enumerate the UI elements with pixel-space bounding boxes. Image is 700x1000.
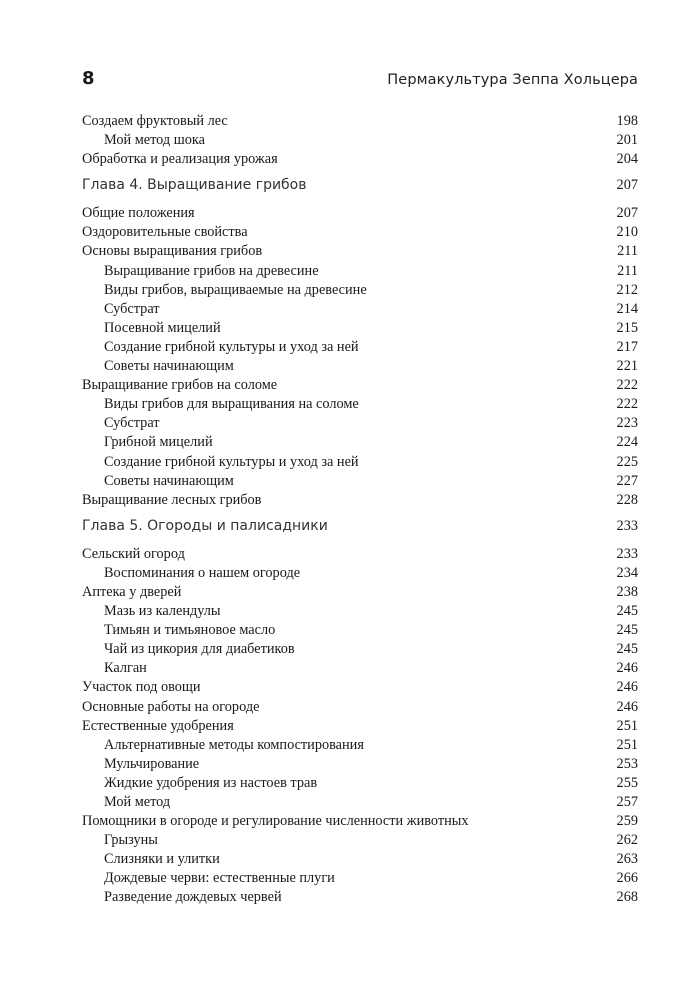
toc-entry-page: 212 [616, 281, 638, 298]
toc-entry [82, 453, 638, 472]
toc-entry-page: 255 [616, 774, 638, 791]
toc-entry [82, 850, 638, 869]
toc-entry [82, 831, 638, 850]
toc-entry-page: 233 [616, 517, 638, 534]
toc-entry-title: Субстрат [104, 415, 160, 432]
toc-entry-title: Обработка и реализация урожая [82, 151, 278, 168]
toc-entry [82, 223, 638, 242]
toc-entry-title: Дождевые черви: естественные плуги [104, 870, 335, 887]
toc-entry [82, 300, 638, 319]
toc-entry-title: Виды грибов, выращиваемые на древесине [104, 281, 367, 298]
toc-entry-title: Участок под овощи [82, 679, 201, 696]
toc-entry-page: 251 [616, 736, 638, 753]
toc-entry-page: 262 [616, 832, 638, 849]
toc-entry-page: 221 [616, 358, 638, 375]
toc-entry-page: 211 [617, 262, 638, 279]
toc-entry-title: Советы начинающим [104, 358, 234, 375]
toc-entry-title: Выращивание грибов на древесине [104, 262, 319, 279]
toc-entry-page: 245 [616, 641, 638, 658]
toc-entry-page: 215 [616, 319, 638, 336]
toc-entry-page: 210 [616, 224, 638, 241]
toc-entry-title: Мазь из календулы [104, 603, 221, 620]
toc-entry-page: 233 [616, 545, 638, 562]
toc-entry-title: Глава 4. Выращивание грибов [82, 177, 307, 194]
toc-entry-page: 222 [616, 396, 638, 413]
toc-entry-title: Воспоминания о нашем огороде [104, 564, 301, 581]
toc-entry-page: 225 [616, 453, 638, 470]
toc-entry [82, 640, 638, 659]
toc-entry-page: 227 [616, 472, 638, 489]
toc-entry-page: 211 [617, 243, 638, 260]
toc-entry-page: 223 [616, 415, 638, 432]
toc-entry-page: 238 [616, 583, 638, 600]
toc-entry-page: 245 [616, 622, 638, 639]
toc-entry [82, 491, 638, 510]
toc-entry [82, 736, 638, 755]
toc-entry [82, 472, 638, 491]
toc-entry-page: 217 [616, 338, 638, 355]
toc-entry-title: Слизняки и улитки [104, 851, 220, 868]
toc-entry-page: 224 [616, 434, 638, 451]
toc-entry-page: 246 [616, 698, 638, 715]
toc-entry [82, 204, 638, 223]
toc-entry [82, 602, 638, 621]
toc-entry [82, 888, 638, 907]
toc-entry-title: Мульчирование [104, 755, 200, 772]
toc-entry-title: Основы выращивания грибов [82, 243, 263, 260]
toc-entry-title: Грызуны [104, 832, 158, 849]
running-title: Пермакультура Зеппа Хольцера [387, 72, 638, 88]
toc-entry-title: Сельский огород [82, 545, 185, 562]
toc-entry [82, 433, 638, 452]
toc-entry-title: Субстрат [104, 300, 160, 317]
toc-entry [82, 659, 638, 678]
toc-entry-title: Выращивание грибов на соломе [82, 377, 278, 394]
toc-entry [82, 755, 638, 774]
toc-entry-title: Создаем фруктовый лес [82, 113, 228, 129]
toc-entry [82, 376, 638, 395]
toc-entry-page: 245 [616, 603, 638, 620]
toc-entry-title: Калган [104, 660, 147, 677]
toc-entry [82, 869, 638, 888]
toc-chapter-heading [82, 169, 638, 204]
toc-entry-page: 259 [616, 813, 638, 830]
toc-entry [82, 414, 638, 433]
toc-entry [82, 357, 638, 376]
toc-entry-page: 204 [616, 151, 638, 168]
toc-entry [82, 545, 638, 564]
toc-entry [82, 698, 638, 717]
toc-entry-title: Оздоровительные свойства [82, 224, 248, 241]
toc-entry-title: Мой метод шока [104, 132, 205, 149]
toc-entry [82, 319, 638, 338]
toc-entry [82, 621, 638, 640]
page-number: 8 [82, 68, 95, 89]
toc-entry-page: 257 [616, 794, 638, 810]
toc-entry-title: Создание грибной культуры и уход за ней [104, 453, 359, 470]
toc-entry-page: 222 [616, 377, 638, 394]
toc-entry-title: Мой метод [104, 794, 171, 810]
toc-entry [82, 678, 638, 697]
toc-entry-title: Посевной мицелий [104, 319, 221, 336]
toc-entry-page: 228 [616, 491, 638, 508]
toc-entry-page: 266 [616, 870, 638, 887]
toc-entry-page: 198 [616, 113, 638, 129]
toc-entry-title: Чай из цикория для диабетиков [104, 641, 295, 658]
toc-entry-title: Основные работы на огороде [82, 698, 260, 715]
toc-entry-title: Виды грибов для выращивания на соломе [104, 396, 359, 413]
toc-entry-page: 234 [616, 564, 638, 581]
page-header [82, 66, 638, 94]
toc-entry-page: 251 [616, 717, 638, 734]
toc-entry-page: 268 [616, 889, 638, 906]
toc-entry [82, 338, 638, 357]
toc-entry-title: Глава 5. Огороды и палисадники [82, 517, 328, 534]
toc-entry [82, 150, 638, 169]
toc-entry [82, 564, 638, 583]
toc-entry [82, 112, 638, 131]
toc-entry-page: 253 [616, 755, 638, 772]
toc-entry-title: Естественные удобрения [82, 717, 234, 734]
toc-entry-title: Альтернативные методы компостирования [104, 736, 364, 753]
toc-entry-title: Создание грибной культуры и уход за ней [104, 338, 359, 355]
toc-entry [82, 793, 638, 812]
toc-entry-title: Помощники в огороде и регулирование численности животных [82, 813, 469, 830]
toc-entry-page: 246 [616, 679, 638, 696]
toc-entry-page: 214 [616, 300, 638, 317]
toc-entry-title: Аптека у дверей [82, 583, 182, 600]
toc-entry [82, 717, 638, 736]
toc-entry [82, 774, 638, 793]
toc-entry-title: Жидкие удобрения из настоев трав [104, 774, 318, 791]
toc-entry-page: 263 [616, 851, 638, 868]
toc-entry [82, 281, 638, 300]
toc-entry-page: 201 [616, 132, 638, 149]
toc-entry-title: Общие положения [82, 205, 195, 222]
toc-entry-title: Выращивание лесных грибов [82, 491, 262, 508]
toc-entry-page: 207 [616, 177, 638, 194]
toc-entry-page: 246 [616, 660, 638, 677]
toc-entry-title: Советы начинающим [104, 472, 234, 489]
toc-entry [82, 242, 638, 261]
toc-entry-title: Грибной мицелий [104, 434, 213, 451]
toc-entry-title: Разведение дождевых червей [104, 889, 282, 906]
toc-entry [82, 395, 638, 414]
toc-entry [82, 262, 638, 281]
toc-entry-title: Тимьян и тимьяновое масло [104, 622, 276, 639]
toc-entry-page: 207 [616, 205, 638, 222]
table-of-contents [82, 112, 638, 908]
toc-entry [82, 812, 638, 831]
toc-chapter-heading [82, 510, 638, 545]
toc-entry [82, 583, 638, 602]
toc-entry [82, 131, 638, 150]
